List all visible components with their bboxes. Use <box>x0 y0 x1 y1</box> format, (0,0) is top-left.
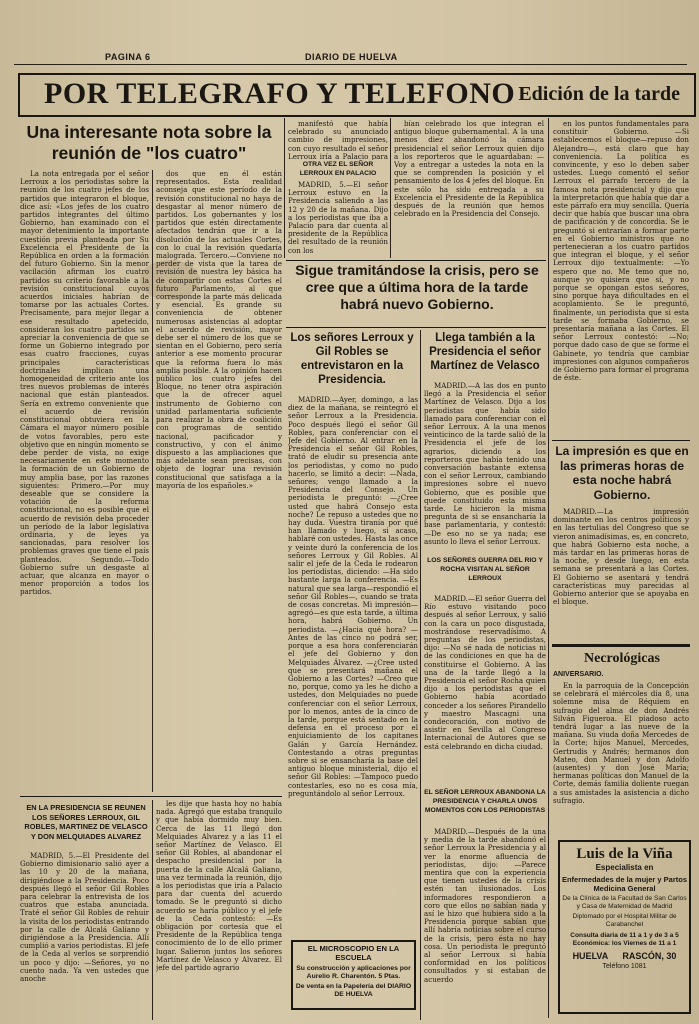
article-body: MADRID, 5.—El señor Lerroux estuvo en la Presidencia saliendo a las 12 y 20 de la mañana. Dijo a los periodistas que iba a Palacio para dar cuenta al presidente de la República del resultado de la reunión con los <box>288 181 388 255</box>
advert-text: De venta en la Papelería del DIARIO DE HUELVA <box>295 983 412 998</box>
article-rule <box>552 440 690 441</box>
article-subheadline: EN LA PRESIDENCIA SE REUNEN LOS SEÑORES LERROUX, GIL ROBLES, MARTINEZ DE VELASCO Y DON MELQUIADES ALVAREZ <box>24 803 148 841</box>
header-rule <box>14 64 687 65</box>
advert-city: HUELVA <box>572 951 608 961</box>
advert-title: EL MICROSCOPIO EN LA ESCUELA <box>307 944 400 962</box>
advert-name: Luis de la Viña <box>576 846 673 862</box>
advert-text: De la Clínica de la Facultad de San Carlos y Casa de Maternidad de Madrid <box>562 895 687 910</box>
article-rule <box>286 327 546 328</box>
article-rule <box>552 644 690 647</box>
article-body: les dije que hasta hoy no había nada. Agregó que estaba tranquilo y que había dormido muy bien. Cerca de las 11 llegó don Melquiades Alvarez y a las 11 el señor Martínez de Velasco. El señor Gil Robles, al abandonar el despacho presidencial por la puerta de la calle Alcalá Galiano, una vez terminada la reunión, dijo a los periodistas que iría a Palacio para dar cuenta del acuerdo tomado. Se le preguntó si dicho acuerdo se haría público y el jefe de la Ceda contestó: —Es obligación por cortesía que el Presidente de la República tenga conocimiento de lo de ello primer lugar. Salieron juntos los señores Martínez de Velasco y Alvarez. El jefe del partido agrario <box>156 800 282 973</box>
article-subheadline: LOS SEÑORES GUERRA DEL RIO Y ROCHA VISITAN AL SEÑOR LERROUX <box>427 557 543 582</box>
article-headline: Los señores Lerroux y Gil Robles se entrevistaron en la Presidencia. <box>290 332 414 386</box>
column-rule <box>548 118 549 1018</box>
advert-doctor <box>558 840 691 1014</box>
advert-text: Diplomado por el Hospital Militar de Carabanchel <box>572 913 677 928</box>
article-body: bían celebrado los que integran el antiguo bloque gubernamental. A la una menos diez abandonó la cámara presidencial el señor Lerroux quien dijo a los reporteros que le aguardaban: —Voy a entregar a ustedes la nota en la que se comprenden la posición y el pensamiento de los 4 jefes del bloque. En este sólo ha sido entregada a su Excelencia el Presidente de la República después de la reunión que hemos celebrado en la Presidencia del Consejo. <box>394 120 544 219</box>
section-masthead <box>18 73 696 117</box>
advert-street: RASCÓN, 30 <box>622 951 677 961</box>
article-body: manifestó que había celebrado su anunciado cambio de impresiones, con cuyo resultado el señor Lerroux iría a Palacio para <box>288 120 388 160</box>
column-rule <box>284 118 285 258</box>
article-body: La nota entregada por el señor Lerroux a los periodistas sobre la reunión de los cuatro jefes de los partidos que integraron el bloque, dice así: «Los jefes de los cuatro partidos integrantes del último Gobierno, han examinado con el mayor detenimiento la importante cuestión previa planteada por Su Excelencia el Presidente de la República en orden a la formación del futuro Gobierno. Sin la menor vacilación afirman los cuatro partidos su criterio favorable a la revisión constitucional cuyos acuerdos iniciales habrían de tomarse por las actuales Cortes. Precisamente, para mejor llegar a ese resultado apetecido, consideran los cuatro partidos un apreciar la conveniencia de que se forme un Gobierno integrado por esas cuatro fracciones, cuyas principales características doctrinales implican una homogeneidad de criterio ante los tres nuevos problemas de interés nacional que están planteados. Sería en extremo conveniente que el acuerdo de revisión constitucional obtuviera en la Cámara el mayor número posible de votos favorables, pero este objetivo que en ningún momento se debe perder de vista, no exige necesariamente en este momento la formación de un Gobierno de muy amplia base, por las razones siguientes: Primero.—Por muy deseable que se considere la votación de la reforma constitucional, no es posible que el acuerdo de revisión deba proceder un período de la labor legislativa ordinaria, y de leyes ya sancionadas, para resolver los problemas graves que tiene el país planteados. Segundo.—Todo Gobierno sufre un desgaste al actuar, que alcanza en mayor o menor proporción a todos los partidos. <box>20 170 149 597</box>
page-number: PAGINA 6 <box>105 52 151 62</box>
article-body: dos que en él están representados. Esta realidad aconseja que este período de la revisión constitucional no haya de desgastar al menor número de partidos. Los gobernantes y los partidos que estén directamente afectados tendrán que ir a la disolución de las actuales Cortes, con lo cual la revisión quedaría malograda. Tercero.—Conviene no perder de vista que la tarea de revisión de nuestra ley básica ha de compartir con estas Cortes el futuro Parlamento, al que corresponde la parte más delicada y esencial. Es grande su conveniencia de obtener numerosas asistencias al adoptar el acuerdo de revisión, mayor debe ser el número de los que se sientan en el Gobierno, pero sería anterior a ese momento procurar que la reforma fuera lo más amplia posible. A la opinión hacen público los cuatro jefes del Bloque, no tener otra aspiración que la de ofrecer aquel instrumento de Gobierno con unidad parlamentaria suficiente para realizar la obra de coalición con programas de sentido nacional, pacificador y constructivo, y con el ánimo dispuesto a las ampliaciones que más adelante sean precisas, con objeto de lograr una revisión constitucional que satisfaga a la mayoría de los españoles.» <box>156 170 282 490</box>
article-headline: Una interesante nota sobre la reunión de "los cuatro" <box>26 122 272 163</box>
section-title: POR TELEGRAFO Y TELEFONO <box>44 77 516 110</box>
article-rule <box>20 796 282 797</box>
advert-text: Especialista en <box>595 863 654 872</box>
column-rule <box>152 170 153 792</box>
article-headline: Llega también a la Presidencia el señor Martínez de Velasco <box>429 332 541 372</box>
article-body: En la parroquia de la Concepción se celebrará el miércoles día 8, una solemne misa de Réquiem en sufragio del alma de don Andrés Silván Figueroa. El piadoso acto tendrá lugar a las nueve de la mañana. Su viuda doña Mercedes de la Corte; hijos Manuel, Mercedes, Gertrudis y Andrés; hermanos don Mateo, don Manuel y don Adolfo (ausentes) y don José María; hermanas políticas don Manuel de la Corte, demás familia doliente ruegan a sus amistades la asistencia a dicho sufragio. <box>553 682 689 805</box>
column-rule <box>390 118 391 258</box>
article-body: MADRID.—A las dos en punto llegó a la Presidencia el señor Martínez de Velasco. Dijo a los periodistas que había sido llamado para conferenciar con el señor Lerroux. A la una menos veinticinco de la tarde salió de la Presidencia el jefe de los agrarios, diciendo a los reporteros que había tenido una conversación bastante extensa con el señor Lerroux, cambiando impresiones sobre el nuevo Gobierno, que es posible que quede constituido esta misma tarde. Le hicieron la misma pregunta de si se ensancharía la base parlamentaria, y contestó: —De eso no se ya nada; ese asunto lo lleva el señor Lerroux. <box>424 382 546 546</box>
article-headline: Sigue tramitándose la crisis, pero se cree que a última hora de la tarde habrá nuevo Gobierno. <box>295 262 539 312</box>
article-body: MADRID, 5.—El Presidente del Gobierno dimisionario salió ayer a las 10 y 20 de la mañana, dirigiéndose a la Presidencia. Poco después llegó el señor Gil Robles para celebrar la entrevista de los cuatros que estaba anunciada. Traté el señor Gil Robles de rehuir la visita de los periodistas entrando por la calle de Alcalá Galiano y dirigiéndose a la Presidencia. Allí cumplió a varios periodistas. El jefe de la Ceda al verlos se sorprendió un poco y dijo: —Señores, yo no cuento nada. Ya ven ustedes que anoche <box>20 852 149 984</box>
advert-text: Enfermedades de la mujer y Partos Medicina General <box>561 875 688 893</box>
advert-text: Su construcción y aplicaciones por Aurelio R. Charentón. 5 Ptas. <box>296 965 411 980</box>
article-body: MADRID.—Después de la una y media de la tarde abandonó el señor Lerroux la Presidencia y al ver la enorme afluencia de periodistas, dijo: —Parece mentira que con la experiencia que tienen ustedes de la crisis estén tan ilusionados. Los informadores respondieron a coro que ellos no sabían nada y así le hizo que hubiera sido a la Presidencia porque sabían que allí habría noticias sobre el curso de la crisis, pero ésta no hay cosa. Un periodista le preguntó al señor Lerroux si había conformidad en los políticos consultados y si estaban de acuerdo <box>424 828 546 984</box>
paper-name: DIARIO DE HUELVA <box>305 52 398 62</box>
obituary-subheading: ANIVERSARIO. <box>553 671 604 678</box>
advert-text: Económica: los Viernes de 11 a 1 <box>572 940 677 947</box>
advert-phone: Teléfono 1081 <box>602 963 647 970</box>
advert-address <box>560 951 689 962</box>
column-rule <box>420 330 421 1020</box>
article-body: en los puntos fundamentales para constituir Gobierno. —Si establecemos el bloque—repuso don Alejandro—, está claro que hay conveniencia. La política es convincente, y eso lo deben saber ustedes. Luego comentó el señor Lerroux el párrafo tercero de la famosa nota presidencial y dijo que la interpretación que había que dar a este párrafo era muy sencilla. Quería decir que había que buscar una obra de pacificación y de concordia. Se le preguntó si entrarían a formar parte en el Gobierno ministros que no pertenecieran a los cuatro partidos que integran el bloque, y el señor Lerroux dijo textualmente: —Yo espero que no. Me temo que no, aunque yo quisiera que sí, y no porque se opongan estos señores, sino porque haya dificultades en el acoplamiento. Se le preguntó, finalmente, un periodista que si esta tarde se formaba Gobierno, se presentaría mañana a las Cortes. El señor Lerroux contestó: —No; porque dado caso de que se forme el Gabinete, yo tendría que cambiar impresiones con algunos compañeros de Gobierno para formar el programa de éste. <box>553 120 689 383</box>
article-subheadline: OTRA VEZ EL SEÑOR LERROUX EN PALACIO <box>299 161 377 177</box>
article-body: MADRID.—Ayer, domingo, a las diez de la mañana, se reintegró el señor Lerroux a la Presidencia. Poco después llegó el señor Gil Robles, para conferenciar con el Jefe del Gobierno. Al entrar en la Presidencia el señor Gil Robles, trató de eludir su presencia ante los periodistas, y como no pudo hacerlo, se limitó a decir: —Nada, señores; vengo llamado a la Presidencia del Consejo. Un periodista le preguntó: —¿Cree usted que habrá Consejo esta noche? Le repuso a ustedes que no hay duda. Vuestra tiranía por qué han llamado y luego, si acaso, hablaré con ustedes. Hasta las once y veinte duró la conferencia de los señores Lerroux y Gil Robles. Al salir el jefe de la Ceda le rodearon los periodistas, diciendo: —Ha sido bastante larga la conferencia. —Es natural que sea larga—respondió el señor Gil Robles—, cuando se trata de cosas concretas. Mi impresión—agregó—es que esta tarde, a última hora, habrá Gobierno. Un periodista. —¿Hacia qué hora? —Antes de las cinco no podrá ser, porque a esa hora conferenciarán el jefe del Gobierno y don Melquiades Álvarez. —¿Cree usted que se presentará mañana el Gobierno a las Cortes? —Creo que no, porque, como ya les he dicho a ustedes, don Melquiades no puede conferenciar con el señor Lerroux, por lo menos, antes de la cinco de la tarde, porque está sentado en la defensa en el proceso por el enjuiciamiento de los capitanes Galán y García Hernández. Contestando a otras preguntas sobre si se ensancharía la base del antiguo bloque ministerial, dijo el señor Gil Robles: —Tampoco puedo contestarles, eso no es cosa mía, preguntándolo al señor Lerroux. <box>288 396 418 798</box>
article-subheadline: EL SEÑOR LERROUX ABANDONA LA PRESIDENCIA Y CHARLA UNOS MOMENTOS CON LOS PERIODISTAS <box>424 789 546 814</box>
advert-microscopio <box>291 940 416 1010</box>
advert-text: Consulta diaria de 11 a 1 y de 3 a 5 <box>570 932 679 939</box>
obituary-heading: Necrológicas <box>584 651 660 666</box>
article-body: MADRID.—El señor Guerra del Río estuvo visitando poco después al señor Lerroux, y salió con la cara un poco disgustada, mostrándose reservadísimo. A preguntas de los periodistas, dijo: —No sé nada de noticias ni de las condiciones en que ha de constituirse el Gobierno. A las una de la tarde llegó a la Presidencia el señor Rocha quien dijo a los periodistas que el Gobierno había acordado conceder a los señores Pirandello y maestro Mascagni una condecoración, con motivo de asistir en Sevilla al Congreso Internacional de Autores que se está celebrando en dicha ciudad. <box>424 595 546 751</box>
article-headline: La impresión es que en las primeras horas de esta noche habrá Gobierno. <box>555 444 689 502</box>
article-rule <box>286 260 546 261</box>
article-body: MADRID.—La impresión dominante en los centros políticos y en las tertulias del Congreso que se vieron animadísimas, es, en concreto, que habrá Gobierno esta noche, a más tardar en las primeras horas de la noche, y desde luego, en esta semana se presentará a las Cortes. El Gobierno se asentará y tendrá características muy parecidas al Gobierno anterior que se apoyaba en el bloque. <box>553 508 689 607</box>
column-rule <box>152 800 153 1020</box>
edition-label: Edición de la tarde <box>518 83 680 105</box>
